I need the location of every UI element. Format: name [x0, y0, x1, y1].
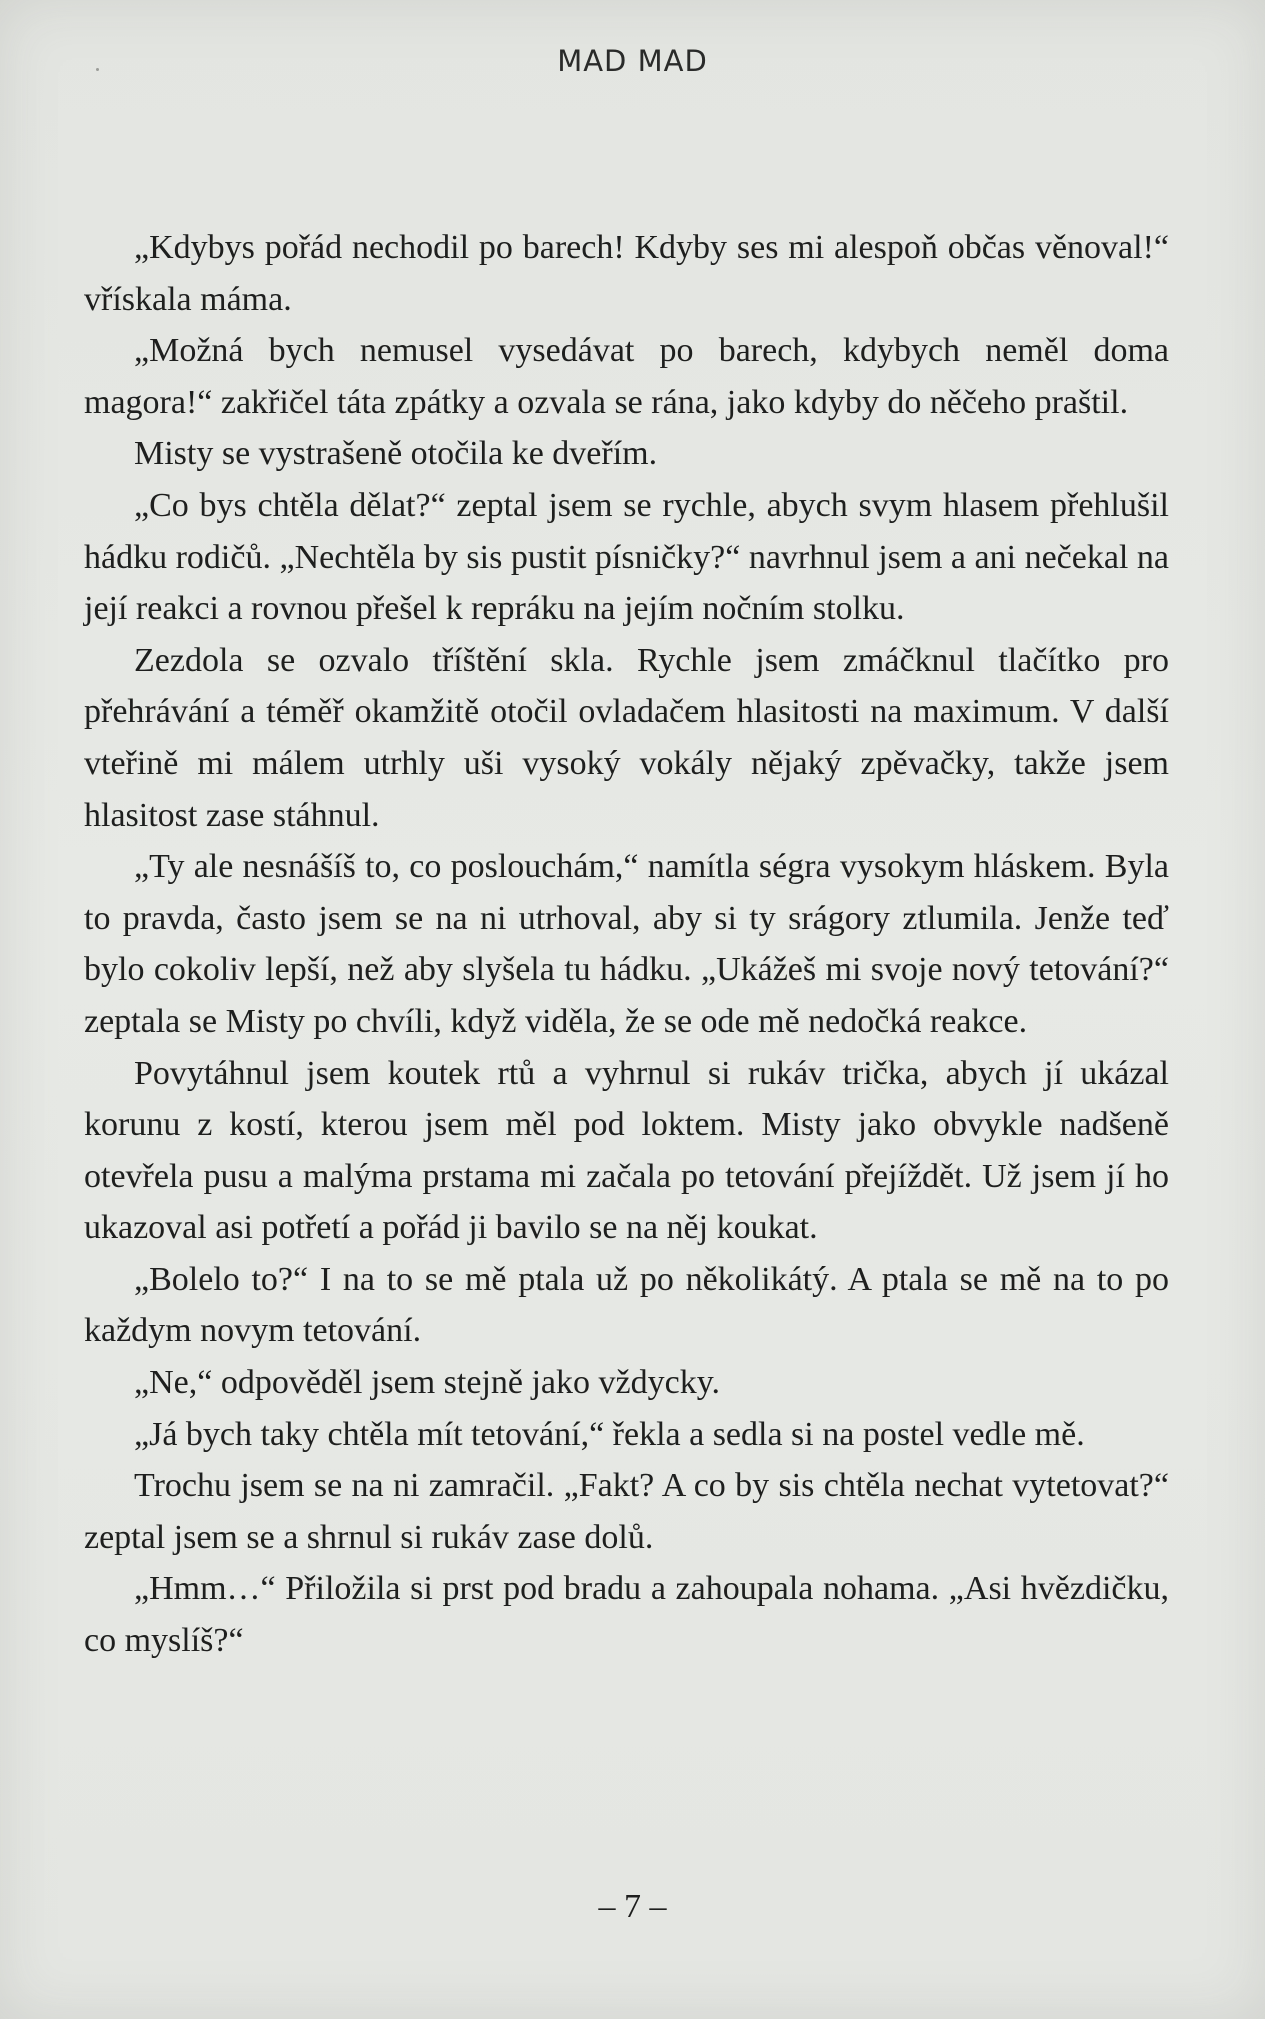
paragraph: „Ty ale nesnášíš to, co poslouchám,“ namítla ségra vysokym hláskem. Byla to pravda, často jsem se na ni utrhoval, aby si ty srágory ztlumila. Jenže teď bylo cokoliv lepší, než aby slyšela tu hádku. „Ukážeš mi svoje nový tetování?“ zeptala se Misty po chvíli, když viděla, že se ode mě nedočká reakce.: [84, 848, 1169, 1040]
paragraph: Zezdola se ozvalo tříštění skla. Rychle jsem zmáčknul tlačítko pro přehrávání a téměř okamžitě otočil ovladačem hlasitosti na maximum. V další vteřině mi málem utrhly uši vysoký vokály nějaký zpěvačky, takže jsem hlasitost zase stáhnul.: [84, 641, 1169, 834]
paragraph: „Kdybys pořád nechodil po barech! Kdyby ses mi alespoň občas věnoval!“ vřískala máma.: [84, 229, 1169, 318]
paragraph: Trochu jsem se na ni zamračil. „Fakt? A co by sis chtěla nechat vytetovat?“ zeptal jsem se a shrnul si rukáv zase dolů.: [84, 1467, 1169, 1556]
paragraph: „Co bys chtěla dělat?“ zeptal jsem se rychle, abych svym hlasem přehlušil hádku rodičů. „Nechtěla by sis pustit písničky?“ navrhnul jsem a ani nečekal na její reakci a rovnou přešel k repráku na jejím nočním stolku.: [84, 486, 1169, 628]
paragraph: „Já bych taky chtěla mít tetování,“ řekla a sedla si na postel vedle mě.: [134, 1415, 1085, 1453]
paragraph: Misty se vystrašeně otočila ke dveřím.: [134, 435, 658, 473]
paragraph: „Bolelo to?“ I na to se mě ptala už po několikátý. A ptala se mě na to po každym novym tetování.: [84, 1260, 1169, 1350]
paragraph: Povytáhnul jsem koutek rtů a vyhrnul si rukáv trička, abych jí ukázal korunu z kostí, kterou jsem měl pod loktem. Misty jako obvykle nadšeně otevřela pusu a malýma prstama mi začala po tetování přejíždět. Už jsem jí ho ukazoval asi potřetí a pořád ji bavilo se na něj koukat.: [84, 1054, 1169, 1247]
paragraph: „Možná bych nemusel vysedávat po barech, kdybych neměl doma magora!“ zakřičel táta zpátky a ozvala se rána, jako kdyby do něčeho praštil.: [84, 332, 1169, 421]
paragraph: „Hmm…“ Přiložila si prst pod bradu a zahoupala nohama. „Asi hvězdičku, co myslíš?“: [84, 1570, 1169, 1660]
body-text: [84, 222, 1169, 1667]
page-number: – 7 –: [598, 1888, 667, 1925]
running-head-title: MAD MAD: [557, 44, 708, 78]
paragraph: „Ne,“ odpověděl jsem stejně jako vždycky.: [134, 1364, 720, 1402]
